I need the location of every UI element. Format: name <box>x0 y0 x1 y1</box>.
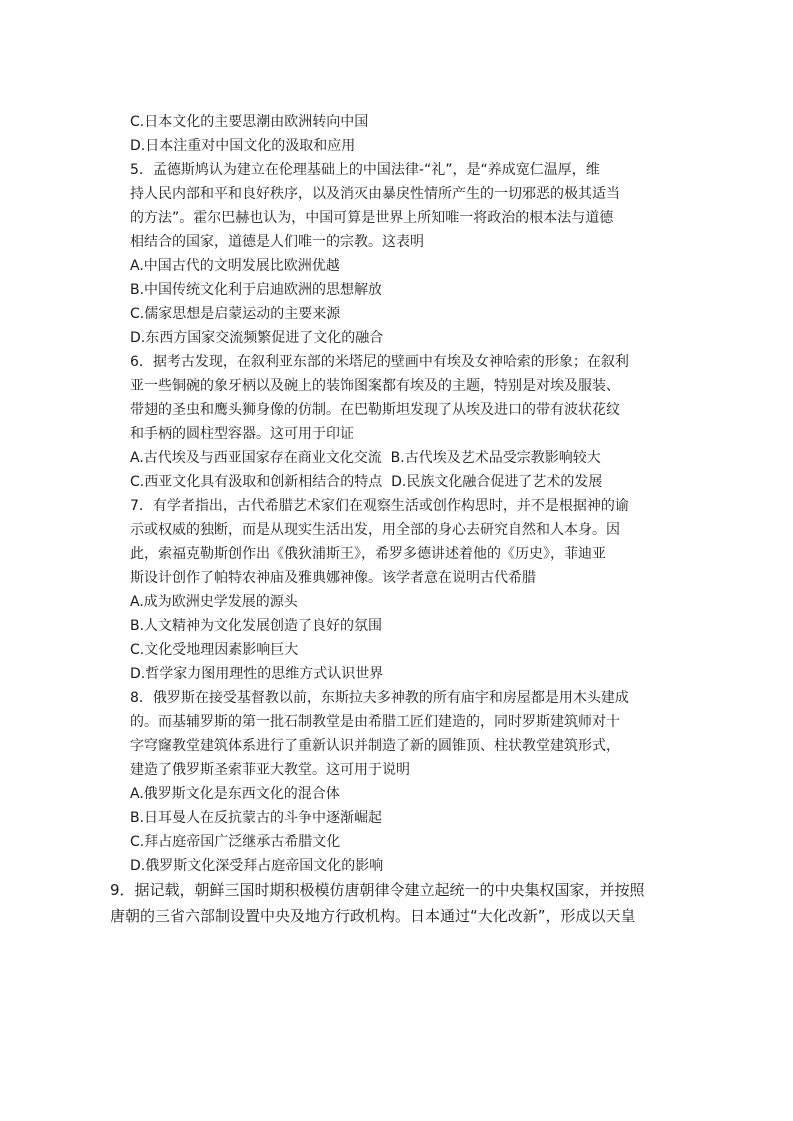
option-7d: D.哲学家力图用理性的思维方式认识世界 <box>130 666 384 682</box>
option-5c: C.儒家思想是启蒙运动的主要来源 <box>130 306 341 322</box>
options-6ab: A.古代埃及与西亚国家存在商业文化交流 B.古代埃及艺术品受宗教影响较大 <box>130 450 601 466</box>
option-5a: A.中国古代的文明发展比欧洲优越 <box>130 258 340 274</box>
options-6cd: C.西亚文化具有汲取和创新相结合的特点 D.民族文化融合促进了艺术的发展 <box>130 474 603 490</box>
option-7a: A.成为欧洲史学发展的源头 <box>130 594 298 610</box>
question-6-line-4: 和手柄的圆柱型容器。这可用于印证 <box>130 426 354 442</box>
option-4d: D.日本注重对中国文化的汲取和应用 <box>130 138 356 154</box>
question-8-line-4: 建造了俄罗斯圣索菲亚大教堂。这可用于说明 <box>130 762 410 778</box>
option-5d: D.东西方国家交流频繁促进了文化的融合 <box>130 330 384 346</box>
option-8c: C.拜占庭帝国广泛继承古希腊文化 <box>130 834 341 850</box>
question-5-line-2: 持人民内部和平和良好秩序，以及消灭由暴戾性情所产生的一切邪恶的极其适当 <box>130 186 620 202</box>
question-7-line-4: 斯设计创作了帕特农神庙及雅典娜神像。该学者意在说明古代希腊 <box>130 570 536 586</box>
option-8d: D.俄罗斯文化深受拜占庭帝国文化的影响 <box>130 858 384 874</box>
option-7c: C.文化受地理因素影响巨大 <box>130 642 299 658</box>
question-6-line-1: 6．据考古发现，在叙利亚东部的米塔尼的壁画中有埃及女神哈索的形象；在叙利 <box>130 354 629 370</box>
question-5-line-3: 的方法”。霍尔巴赫也认为，中国可算是世界上所知唯一将政治的根本法与道德 <box>130 210 614 226</box>
question-7-line-1: 7．有学者指出，古代希腊艺术家们在观察生活或创作构思时，并不是根据神的谕 <box>130 498 629 514</box>
question-5-line-1: 5．孟德斯鸠认为建立在伦理基础上的中国法律-“礼”，是“养成宽仁温厚，维 <box>130 162 600 178</box>
question-8-line-2: 的。而基辅罗斯的第一批石制教堂是由希腊工匠们建造的，同时罗斯建筑师对十 <box>130 714 620 730</box>
option-8a: A.俄罗斯文化是东西文化的混合体 <box>130 786 340 802</box>
question-5-line-4: 相结合的国家，道德是人们唯一的宗教。这表明 <box>130 234 424 250</box>
option-5b: B.中国传统文化利于启迪欧洲的思想解放 <box>130 282 383 298</box>
question-8-line-1: 8．俄罗斯在接受基督教以前，东斯拉夫多神教的所有庙宇和房屋都是用木头建成 <box>130 690 629 706</box>
question-6-line-3: 带翅的圣虫和鹰头狮身像的仿制。在巴勒斯坦发现了从埃及进口的带有波状花纹 <box>130 402 620 418</box>
option-4c: C.日本文化的主要思潮由欧洲转向中国 <box>130 114 369 130</box>
question-9-line-2: 唐朝的三省六部制设置中央及地方行政机构。日本通过“大化改新”，形成以天皇 <box>110 907 636 925</box>
option-8b: B.日耳曼人在反抗蒙古的斗争中逐渐崛起 <box>130 810 383 826</box>
question-8-line-3: 字穹窿教堂建筑体系进行了重新认识并制造了新的圆锥顶、柱状教堂建筑形式， <box>130 738 620 754</box>
option-7b: B.人文精神为文化发展创造了良好的氛围 <box>130 618 383 634</box>
question-9-line-1: 9．据记载，朝鲜三国时期积极模仿唐朝律令建立起统一的中央集权国家，并按照 <box>110 881 645 899</box>
question-7-line-3: 此，索福克勒斯创作出《俄狄浦斯王》，希罗多德讲述着他的《历史》，菲迪亚 <box>130 546 606 562</box>
question-7-line-2: 示或权威的独断，而是从现实生活出发，用全部的身心去研究自然和人本身。因 <box>130 522 620 538</box>
question-6-line-2: 亚一些铜碗的象牙柄以及碗上的装饰图案都有埃及的主题，特别是对埃及服装、 <box>130 378 620 394</box>
